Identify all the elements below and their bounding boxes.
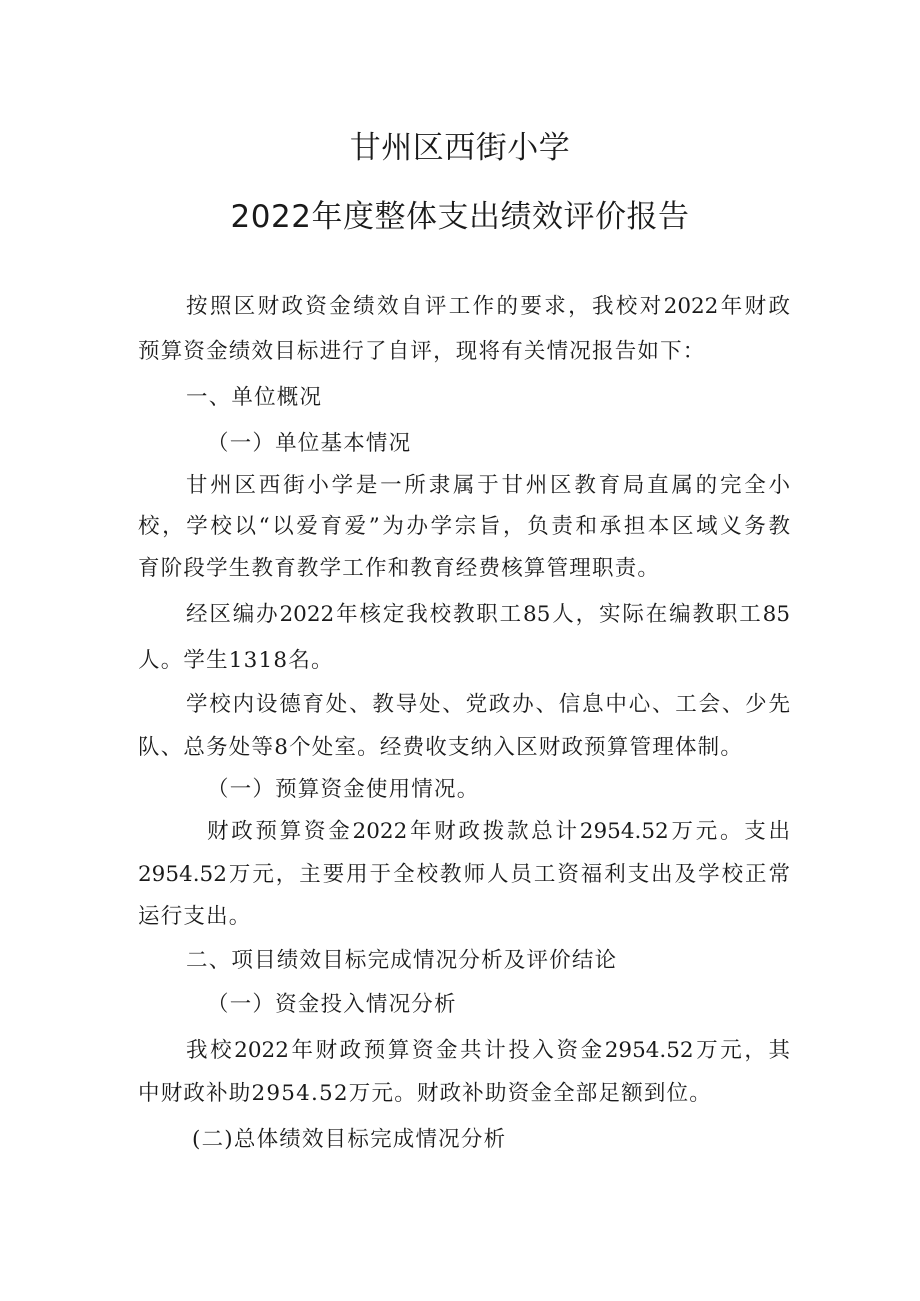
subsection-heading: （一）资金投入情况分析	[207, 992, 457, 1017]
paragraph-line: 育阶段学生教育教学工作和教育经费核算管理职责。	[138, 556, 661, 581]
paragraph-line: 学校内设德育处、教导处、党政办、信息中心、工会、少先	[186, 692, 790, 717]
paragraph-line: 预算资金绩效目标进行了自评，现将有关情况报告如下：	[138, 339, 706, 364]
paragraph-line: 按照区财政资金绩效自评工作的要求，我校对2022年财政	[186, 294, 790, 319]
paragraph-line: 中财政补助2954.52万元。财政补助资金全部足额到位。	[138, 1081, 713, 1106]
paragraph-line: 2954.52万元，主要用于全校教师人员工资福利支出及学校正常	[138, 862, 790, 887]
paragraph-line: 经区编办2022年核定我校教职工85人，实际在编教职工85	[186, 602, 790, 627]
paragraph-line: 甘州区西街小学是一所隶属于甘州区教育局直属的完全小	[186, 473, 790, 498]
document-title-line-1: 甘州区西街小学	[349, 130, 571, 166]
paragraph-line: 队、总务处等8个处室。经费收支纳入区财政预算管理体制。	[138, 735, 744, 760]
subsection-heading: （一）预算资金使用情况。	[207, 777, 480, 802]
section-heading: 一、单位概况	[186, 385, 323, 410]
paragraph-line: 人。学生1318名。	[138, 648, 334, 673]
document-title-line-2: 2022年度整体支出绩效评价报告	[230, 199, 690, 235]
paragraph-line: 运行支出。	[138, 904, 252, 929]
paragraph-line: 校，学校以“以爱育爱”为办学宗旨，负责和承担本区域义务教	[138, 514, 790, 539]
subsection-heading: （一）单位基本情况	[207, 431, 412, 456]
paragraph-line: 我校2022年财政预算资金共计投入资金2954.52万元，其	[186, 1038, 790, 1063]
paragraph-line: 财政预算资金2022年财政拨款总计2954.52万元。支出	[207, 819, 790, 844]
section-heading: 二、项目绩效目标完成情况分析及评价结论	[186, 948, 618, 973]
subsection-heading: (二)总体绩效目标完成情况分析	[192, 1127, 507, 1152]
